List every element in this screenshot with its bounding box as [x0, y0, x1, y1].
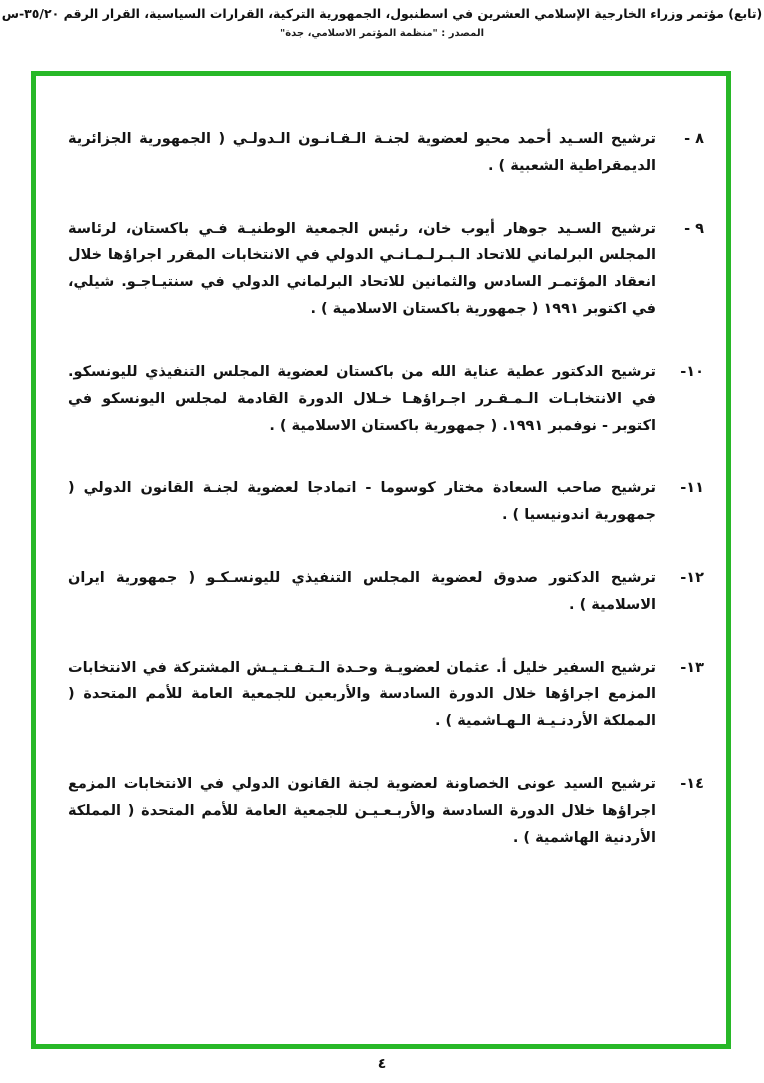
resolution-item: [68, 475, 704, 529]
resolution-item: [68, 655, 704, 735]
page-number: ٤: [377, 1056, 387, 1072]
document-source-line: المصدر : "منظمة المؤتمر الاسلامي، جدة": [279, 28, 484, 39]
resolution-item: [68, 359, 704, 439]
resolution-item: [68, 771, 704, 851]
item-text: ترشيح السفير خليل أ. عثمان لعضويـة وحـدة الـتـفـتـيـش المشتركة في الانتخابات المزمع اجراؤها خلال الدورة السادسة والأربعين للجمعية العامة للأمم المتحدة ( المملكة الأردنـيـة الـهـاشمية ) .: [68, 659, 656, 730]
item-text: ترشيح الدكتور صدوق لعضوية المجلس التنفيذي لليونسـكـو ( جمهورية ايران الاسلامية ) .: [68, 569, 656, 613]
item-text: ترشيح صاحب السعادة مختار كوسوما - اتمادجا لعضوية لجنـة القانون الدولي ( جمهورية اندونيسيا ) .: [68, 480, 656, 524]
item-number: ١٣-: [680, 659, 704, 676]
item-number: ٨ -: [684, 131, 704, 147]
document-header-line: (تابع) مؤتمر وزراء الخارجية الإسلامي العشرين في اسطنبول، الجمهورية التركية، القرارات السياسية، القرار الرقم ٣٥/٢٠-س: [1, 6, 763, 21]
item-text: ترشيح الدكتور عطية عناية الله من باكستان لعضوية المجلس التنفيذي لليونسكو. في الانتخابـات الـمـقـرر اجـراؤهـا خـلال الدورة القادمة لمجلس اليونسكو في اكتوبر - نوفمبر ١٩٩١. ( جمهورية باكستان الاسلامية ) .: [68, 363, 656, 434]
item-text: ترشيح السـيد جوهار أيوب خان، رئيس الجمعية الوطنيـة فـي باكستان، لرئاسة المجلس البرلماني للاتحاد الـبـرلـمـانـي الدولي في الانتخابات المقرر اجراؤها خلال انعقاد المؤتمـر السادس والثمانين للاتحاد البرلماني الدولي في سنتيـاجـو. شيلي، في اكتوبر ١٩٩١ ( جمهورية باكستان الاسلامية ) .: [68, 220, 656, 318]
item-number: ١٢-: [680, 569, 704, 586]
item-text: ترشيح السيد عونى الخصاونة لعضوية لجنة القانون الدولي في الانتخابات المزمع اجراؤها خلال الدورة السادسة والأربـعـيـن للجمعية العامة للأمم المتحدة ( المملكة الأردنية الهاشمية ) .: [68, 776, 656, 846]
item-number: ١٠-: [680, 363, 704, 380]
scan-border-frame: [31, 71, 731, 1049]
resolution-item: [68, 216, 704, 323]
resolution-item: [68, 126, 704, 180]
item-number: ١١-: [680, 480, 704, 497]
resolutions-list: [36, 76, 726, 1044]
item-number: ١٤-: [680, 776, 704, 792]
item-number: ٩ -: [684, 220, 704, 237]
resolution-item: [68, 565, 704, 619]
item-text: ترشيح السـيد أحمد محيو لعضوية لجنـة الـقـانـون الـدولـي ( الجمهورية الجزائرية الديمقراطية الشعبية ) .: [68, 131, 656, 174]
